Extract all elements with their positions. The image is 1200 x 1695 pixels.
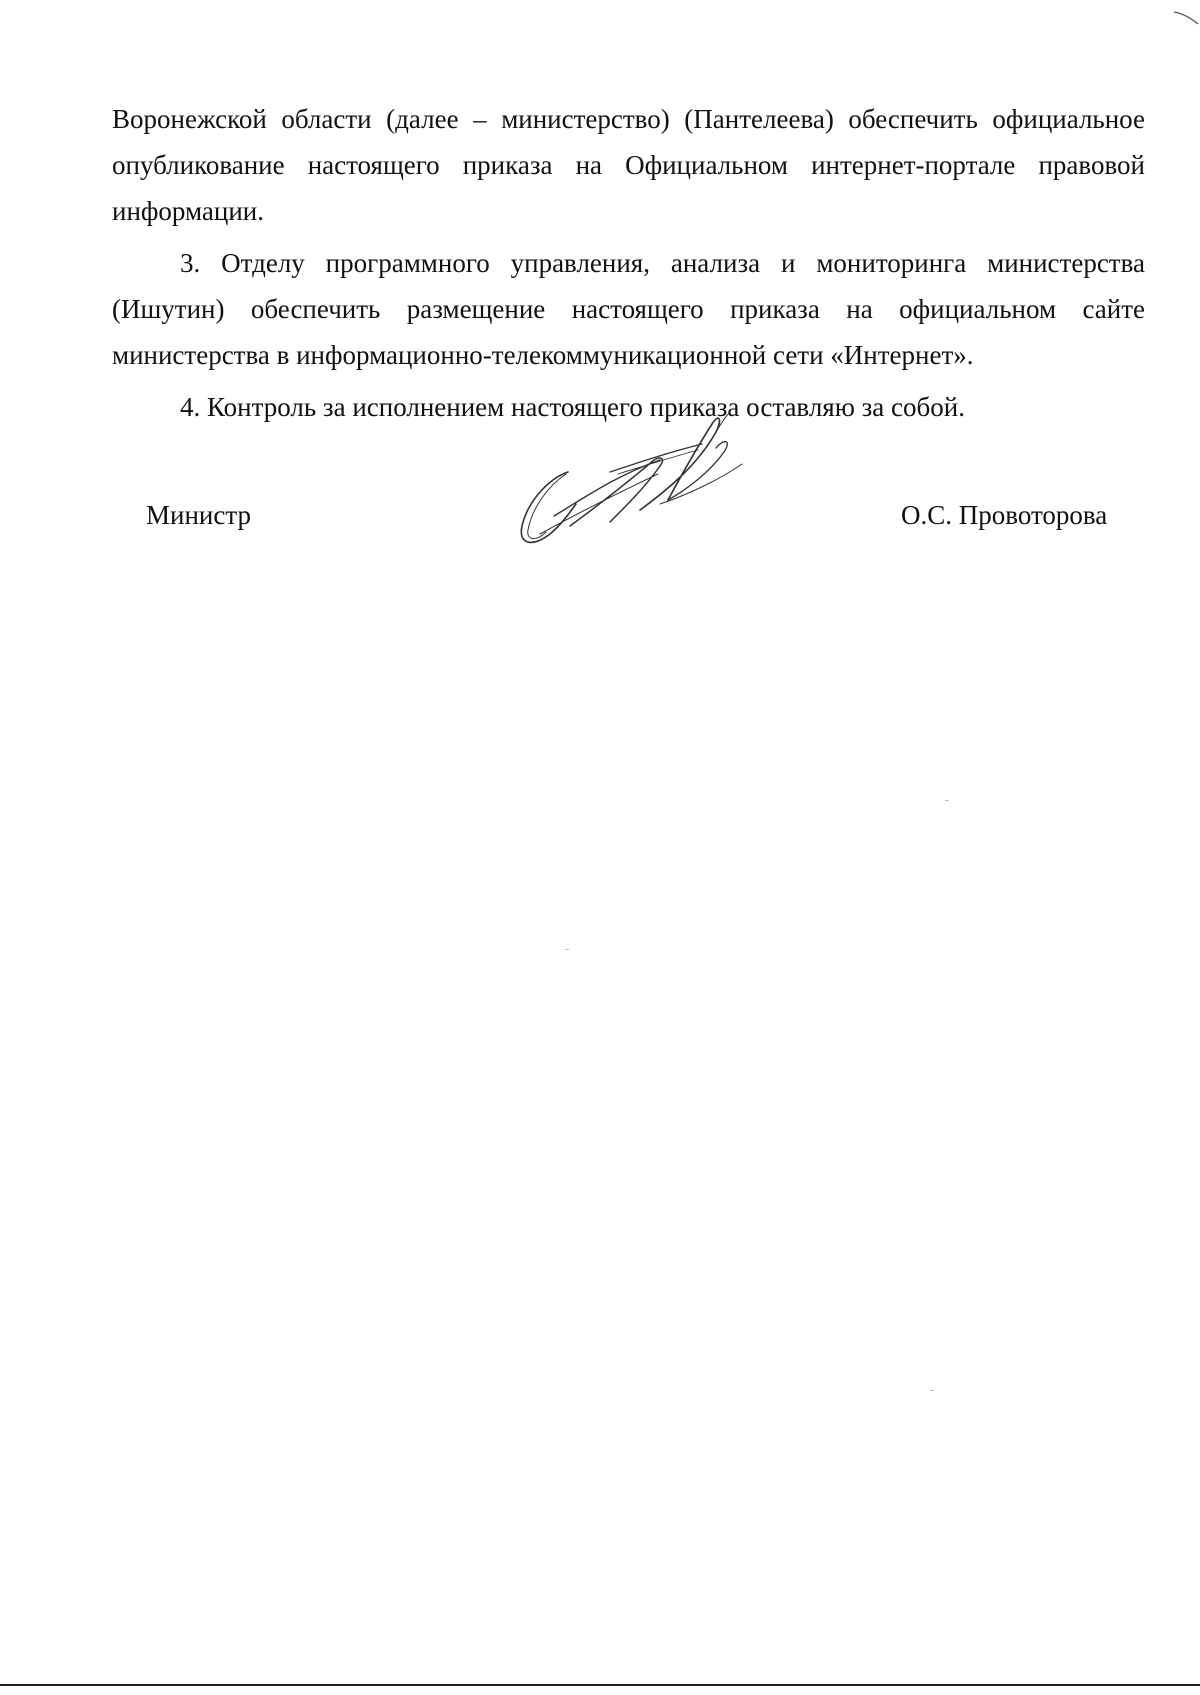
signatory-role: Министр	[146, 500, 251, 530]
document-body	[112, 96, 1145, 436]
scan-artifact-mark	[1160, 0, 1200, 40]
scan-speck	[930, 1390, 934, 1391]
bottom-edge-line	[0, 1684, 1200, 1686]
signature-row	[0, 500, 1200, 550]
paragraph-item-3: 3. Отделу программного управления, анализа и мониторинга министерства (Ишутин) обеспечить размещение настоящего приказа на официальном сайте министерства в информационно-телекоммуникационной сети «Интернет».	[112, 248, 1145, 370]
signatory-name: О.С. Провоторова	[901, 500, 1108, 530]
scan-speck	[945, 800, 949, 801]
paragraph-item-4: 4. Контроль за исполнением настоящего приказа оставляю за собой.	[180, 392, 965, 422]
scan-speck	[565, 949, 569, 950]
paragraph-publication: Воронежской области (далее – министерство) (Пантелеева) обеспечить официальное опубликование настоящего приказа на Официальном интернет-портале правовой информации.	[112, 104, 1145, 226]
